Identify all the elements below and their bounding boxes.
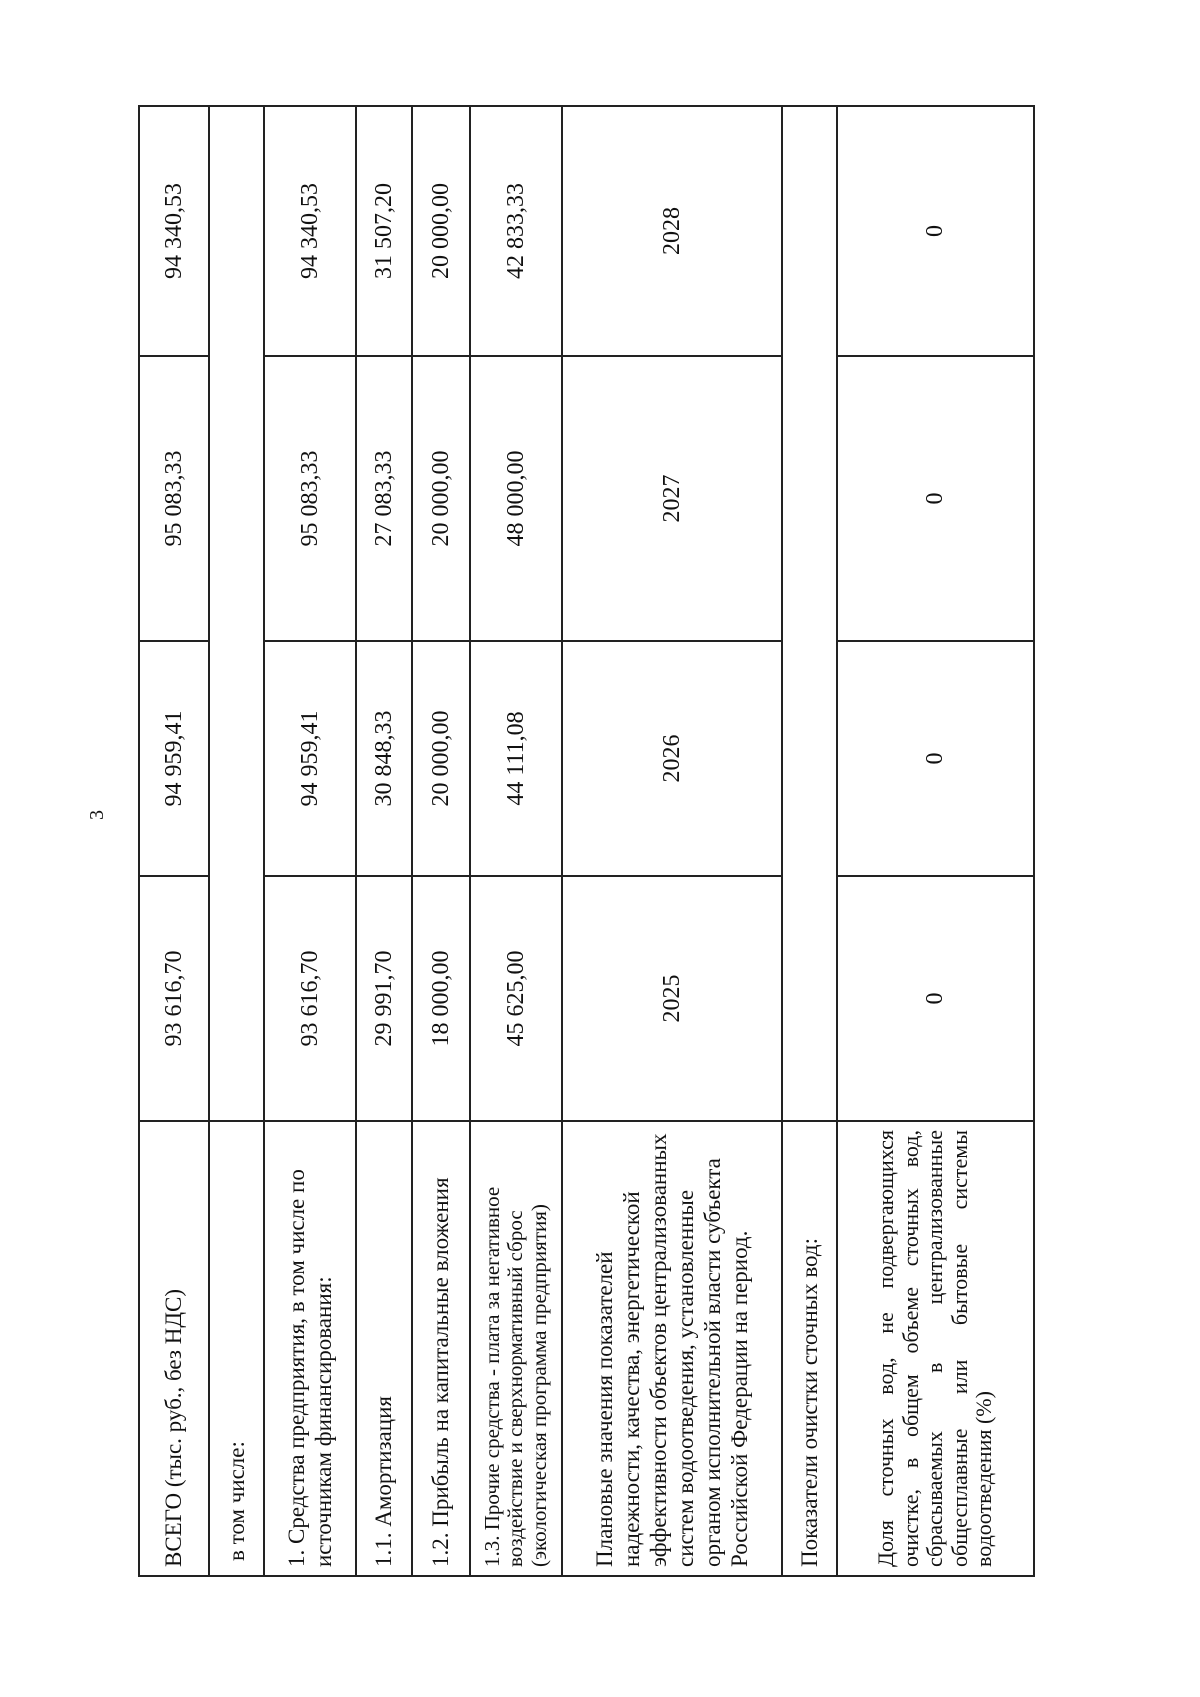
row-label-planned: Плановые значения показателей надежности, качества, энергетической эффективности объектов централизованных систем водоотведения, установленные органом исполнительной власти субъекта Российской Федерации на период. <box>562 1121 782 1576</box>
row-label-total: ВСЕГО (тыс. руб., без НДС) <box>139 1121 209 1576</box>
cell-total-2025: 93 616,70 <box>139 876 209 1121</box>
cell-own-funds-2025: 93 616,70 <box>264 876 356 1121</box>
cell-other-2025: 45 625,00 <box>470 876 562 1121</box>
page-number: 3 <box>86 810 108 820</box>
cell-amortization-2027: 27 083,33 <box>356 356 412 641</box>
cell-profit-2028: 20 000,00 <box>412 106 470 356</box>
cell-own-funds-2026: 94 959,41 <box>264 641 356 876</box>
table-row-wastewater-share <box>837 106 1034 1576</box>
cell-share-2027: 0 <box>837 356 1034 641</box>
row-label-own-funds: 1. Средства предприятия, в том числе по источникам финансирования: <box>264 1121 356 1576</box>
row-label-cleaning-header: Показатели очистки сточных вод: <box>782 1121 837 1576</box>
table-row-cleaning-header <box>782 106 837 1576</box>
financing-table <box>138 105 1035 1577</box>
cell-profit-2027: 20 000,00 <box>412 356 470 641</box>
cell-share-2025: 0 <box>837 876 1034 1121</box>
cell-cleaning-empty <box>782 106 837 1121</box>
cell-own-funds-2027: 95 083,33 <box>264 356 356 641</box>
cell-amortization-2025: 29 991,70 <box>356 876 412 1121</box>
row-label-other: 1.3. Прочие средства - плата за негативное воздействие и сверхнормативный сброс (экологическая программа предприятия) <box>470 1121 562 1576</box>
rotated-table-container <box>138 107 1033 1577</box>
table-row-profit <box>412 106 470 1576</box>
row-label-including: в том числе: <box>209 1121 264 1576</box>
cell-year-2025: 2025 <box>562 876 782 1121</box>
row-label-amortization: 1.1. Амортизация <box>356 1121 412 1576</box>
table-row-total <box>139 106 209 1576</box>
cell-own-funds-2028: 94 340,53 <box>264 106 356 356</box>
cell-year-2028: 2028 <box>562 106 782 356</box>
cell-amortization-2026: 30 848,33 <box>356 641 412 876</box>
table-row-other <box>470 106 562 1576</box>
cell-other-2026: 44 111,08 <box>470 641 562 876</box>
cell-total-2026: 94 959,41 <box>139 641 209 876</box>
cell-profit-2026: 20 000,00 <box>412 641 470 876</box>
row-label-profit: 1.2. Прибыль на капитальные вложения <box>412 1121 470 1576</box>
table-row-including <box>209 106 264 1576</box>
cell-year-2026: 2026 <box>562 641 782 876</box>
cell-total-2027: 95 083,33 <box>139 356 209 641</box>
cell-other-2027: 48 000,00 <box>470 356 562 641</box>
row-label-wastewater-share: Доля сточных вод, не подвергающихся очистке, в общем объеме сточных вод, сбрасываемых в централизованные общесплавные или бытовые системы водоотведения (%) <box>837 1121 1034 1576</box>
cell-including-empty <box>209 106 264 1121</box>
table-row-amortization <box>356 106 412 1576</box>
cell-share-2026: 0 <box>837 641 1034 876</box>
cell-amortization-2028: 31 507,20 <box>356 106 412 356</box>
cell-other-2028: 42 833,33 <box>470 106 562 356</box>
table-row-planned <box>562 106 782 1576</box>
table-row-own-funds <box>264 106 356 1576</box>
cell-share-2028: 0 <box>837 106 1034 356</box>
cell-profit-2025: 18 000,00 <box>412 876 470 1121</box>
cell-year-2027: 2027 <box>562 356 782 641</box>
cell-total-2028: 94 340,53 <box>139 106 209 356</box>
